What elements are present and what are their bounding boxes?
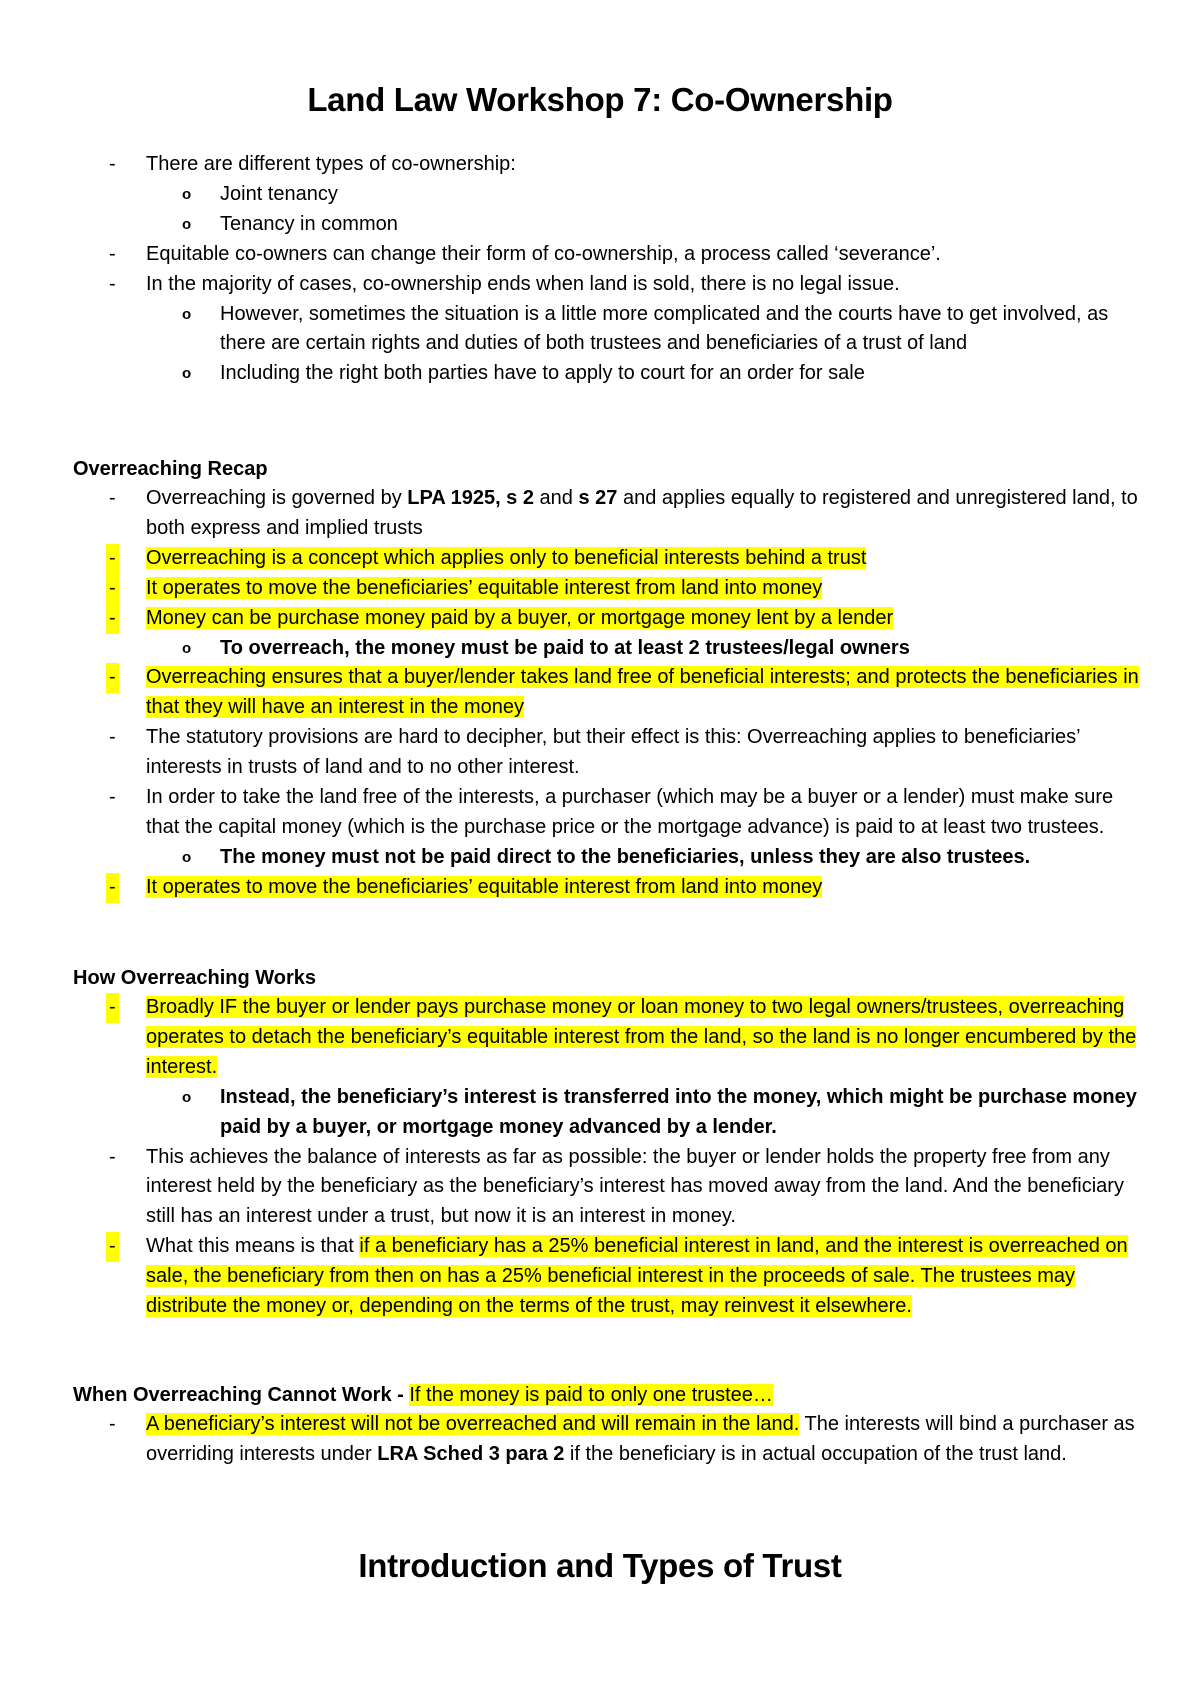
- dash-bullet: [109, 240, 116, 270]
- intro-list: [0, 150, 1200, 389]
- section-title-trusts: Introduction and Types of Trust: [358, 1547, 842, 1584]
- list-item: o However, sometimes the situation is a little more complicated and the courts have to get involved, as there are certain rights and duties of both trustees and beneficiaries of a trust of land: [0, 300, 1140, 360]
- circle-bullet: [182, 300, 191, 330]
- list-item: - Overreaching ensures that a buyer/lender takes land free of beneficial interests; and protects the beneficiaries in that they will have an interest in the money: [0, 663, 1146, 723]
- list-item: - What this means is that if a beneficiary has a 25% beneficial interest in land, and the interest is overreached on sale, the beneficiary from then on has a 25% beneficial interest in the proceeds of sale. The trustees may distribute the money or, depending on the terms of the trust, may reinvest it elsewhere.: [0, 1232, 1146, 1322]
- list-item: - It operates to move the beneficiaries’ equitable interest from land into money: [0, 574, 1146, 604]
- list-item: o Including the right both parties have to apply to court for an order for sale: [0, 359, 1140, 389]
- dash-bullet: [109, 723, 116, 753]
- dash-bullet: [106, 1232, 119, 1262]
- dash-bullet: [109, 150, 116, 180]
- dash-bullet: [106, 663, 119, 693]
- dash-bullet: [109, 1143, 116, 1173]
- dash-bullet: [109, 1410, 116, 1440]
- dash-bullet: [109, 783, 116, 813]
- circle-bullet: [182, 210, 191, 240]
- list-item: - Overreaching is a concept which applies only to beneficial interests behind a trust: [0, 544, 1146, 574]
- recap-list: [0, 484, 1200, 903]
- circle-bullet: [182, 1083, 191, 1113]
- list-item: - Equitable co-owners can change their form of co-ownership, a process called ‘severance’.: [0, 240, 1146, 270]
- list-item: - Money can be purchase money paid by a buyer, or mortgage money lent by a lender: [0, 604, 1146, 634]
- list-item: - Broadly IF the buyer or lender pays purchase money or loan money to two legal owners/trustees, overreaching operates to detach the beneficiary’s equitable interest from the land, so the land is no longer encumbered by the interest.: [0, 993, 1146, 1083]
- list-item: - In order to take the land free of the interests, a purchaser (which may be a buyer or a lender) must make sure that the capital money (which is the purchase price or the mortgage advance) is paid to at least two trustees.: [0, 783, 1146, 843]
- section-heading-cannot: When Overreaching Cannot Work - If the money is paid to only one trustee…: [73, 1384, 773, 1406]
- list-item: o The money must not be paid direct to the beneficiaries, unless they are also trustees.: [0, 843, 1140, 873]
- dash-bullet: [109, 484, 116, 514]
- circle-bullet: [182, 843, 191, 873]
- dash-bullet: [106, 873, 119, 903]
- list-item: - Overreaching is governed by LPA 1925, s 2 and s 27 and applies equally to registered and unregistered land, to both express and implied trusts: [0, 484, 1146, 544]
- works-list: [0, 993, 1200, 1322]
- list-item: o Instead, the beneficiary’s interest is transferred into the money, which might be purchase money paid by a buyer, or mortgage money advanced by a lender.: [0, 1083, 1140, 1143]
- list-item: - There are different types of co-ownership:: [0, 150, 1146, 180]
- section-heading-recap: Overreaching Recap: [73, 458, 268, 480]
- page-title: Land Law Workshop 7: Co-Ownership: [307, 81, 893, 118]
- list-item: - It operates to move the beneficiaries’ equitable interest from land into money: [0, 873, 1146, 903]
- section-heading-works: How Overreaching Works: [73, 967, 317, 989]
- list-item: o To overreach, the money must be paid to at least 2 trustees/legal owners: [0, 634, 1140, 664]
- list-item: - A beneficiary’s interest will not be overreached and will remain in the land. The interests will bind a purchaser as overriding interests under LRA Sched 3 para 2 if the beneficiary is in actual occupation of the trust land.: [0, 1410, 1146, 1470]
- list-item: o Joint tenancy: [0, 180, 1140, 210]
- dash-bullet: [106, 574, 119, 604]
- circle-bullet: [182, 180, 191, 210]
- dash-bullet: [106, 604, 119, 634]
- circle-bullet: [182, 359, 191, 389]
- dash-bullet: [106, 544, 119, 574]
- circle-bullet: [182, 634, 191, 664]
- list-item: - This achieves the balance of interests as far as possible: the buyer or lender holds the property free from any interest held by the beneficiary as the beneficiary’s interest has moved away from the land. And the beneficiary still has an interest under a trust, but now it is an interest in money.: [0, 1143, 1146, 1233]
- dash-bullet: [109, 270, 116, 300]
- cannot-list: [0, 1410, 1200, 1470]
- list-item: - The statutory provisions are hard to decipher, but their effect is this: Overreaching applies to beneficiaries’ interests in trusts of land and to no other interest.: [0, 723, 1146, 783]
- dash-bullet: [106, 993, 119, 1023]
- list-item: - In the majority of cases, co-ownership ends when land is sold, there is no legal issue.: [0, 270, 1146, 300]
- list-item: o Tenancy in common: [0, 210, 1140, 240]
